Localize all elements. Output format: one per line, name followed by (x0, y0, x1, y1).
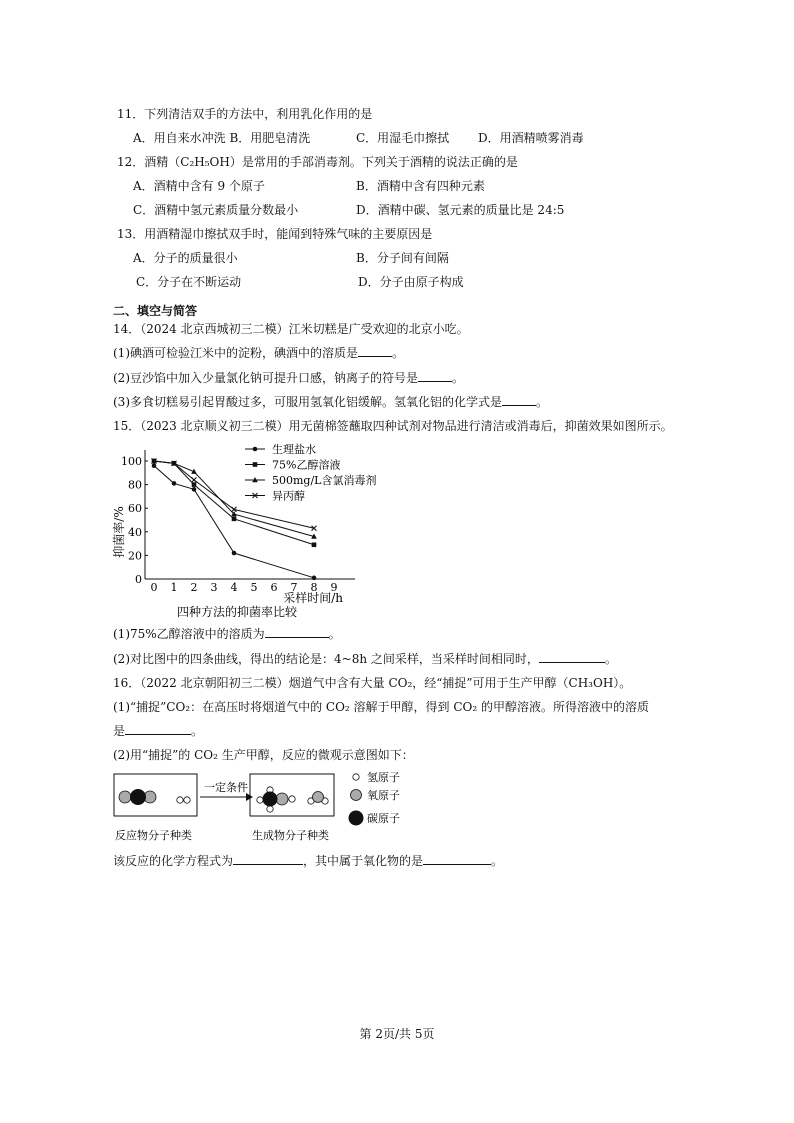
q12-stem: 12．酒精（C₂H₅OH）是常用的手部消毒剂。下列关于酒精的说法正确的是 (117, 155, 518, 169)
methanol-molecule (257, 787, 295, 812)
y-tick-label: 60 (128, 502, 142, 516)
legend-label: 异丙醇 (272, 489, 305, 503)
hydrogen-atom-icon (353, 774, 359, 780)
q12-option-c: C．酒精中氢元素质量分数最小 (133, 203, 299, 217)
q15-part2 (113, 651, 617, 667)
q14-part2-end: 。 (452, 371, 465, 385)
q14-part2 (113, 370, 464, 386)
point-marker (232, 517, 237, 522)
q12-option-a: A．酒精中含有 9 个原子 (133, 179, 265, 193)
x-tick-label: 5 (250, 581, 258, 594)
y-tick-label: 40 (128, 525, 142, 539)
answer-blank[interactable] (539, 651, 605, 663)
q16-part1: (1)“捕捉”CO₂：在高压时将烟道气中的 CO₂ 溶解于甲醇，得到 CO₂ 的甲醇溶液。所得溶液中的溶质 (113, 700, 650, 714)
answer-blank[interactable] (358, 345, 392, 357)
q15-part2-end: 。 (604, 652, 617, 666)
answer-blank[interactable] (423, 853, 491, 865)
y-tick-label: 80 (128, 478, 142, 492)
q16-part3 (113, 853, 503, 869)
q14-part1-end: 。 (392, 346, 405, 360)
x-tick-label: 3 (210, 581, 218, 594)
q11-stem: 11．下列清洁双手的方法中，利用乳化作用的是 (117, 107, 373, 121)
answer-blank[interactable] (233, 853, 303, 865)
point-marker (253, 462, 258, 467)
q16-stem: 16．（2022 北京朝阳初三二模）烟道气中含有大量 CO₂，经“捕捉”可用于生产甲醇（CH₃OH）。 (113, 676, 632, 690)
x-tick-label: 7 (290, 581, 298, 594)
q15-part1 (113, 626, 341, 642)
y-tick-label: 0 (135, 573, 142, 586)
q16-part1-end: 。 (191, 724, 204, 738)
chart-x-label: 采样时间/h (283, 591, 343, 605)
reaction-condition: 一定条件 (204, 781, 248, 794)
bacteriostasis-chart (105, 440, 395, 620)
oxygen-atom-icon (351, 790, 362, 801)
product-caption: 生成物分子种类 (252, 829, 329, 842)
q14-part1 (113, 345, 404, 361)
y-tick-label: 100 (121, 455, 142, 468)
point-marker (152, 463, 157, 468)
point-marker (172, 481, 177, 486)
q16-part3-mid: ，其中属于氧化物的是 (303, 854, 424, 868)
x-tick-label: 4 (230, 581, 238, 594)
x-tick-label: 9 (330, 581, 338, 594)
q14-part3-end: 。 (536, 395, 549, 409)
point-marker (192, 477, 197, 482)
q14-part3 (113, 394, 548, 410)
x-tick-label: 8 (310, 581, 318, 594)
q16-part3-end: 。 (491, 854, 504, 868)
q11-option-c: C．用湿毛巾擦拭 (356, 131, 450, 145)
q13-option-c: C．分子在不断运动 (136, 275, 242, 289)
point-marker (312, 576, 317, 581)
y-tick-label: 20 (128, 549, 142, 563)
reaction-diagram (110, 770, 430, 848)
chart-y-label: 抑菌率/% (112, 506, 126, 558)
q13-option-b: B．分子间有间隔 (356, 251, 449, 265)
point-marker (253, 447, 258, 452)
x-tick-label: 2 (190, 581, 198, 594)
q15-stem: 15．（2023 北京顺义初三二模）用无菌棉签蘸取四种试剂对物品进行清洁或消毒后，抑菌效果如图所示。 (113, 419, 673, 433)
point-marker (312, 542, 317, 547)
legend-hydrogen: 氢原子 (367, 771, 400, 784)
q16-part2: (2)用“捕捉”的 CO₂ 生产甲醇，反应的微观示意图如下： (113, 748, 414, 762)
h2-molecule (177, 797, 190, 803)
legend-label: 生理盐水 (272, 443, 316, 456)
q15-part2-text: (2)对比图中的四条曲线，得出的结论是：4~8h 之间采样，当采样时间相同时， (113, 652, 539, 666)
legend-label: 500mg/L含氯消毒剂 (272, 474, 377, 487)
answer-blank[interactable] (418, 370, 452, 382)
answer-blank[interactable] (125, 723, 191, 735)
page-footer: 第 2页/共 5页 (359, 1027, 435, 1041)
answer-blank[interactable] (265, 626, 329, 638)
legend-carbon: 碳原子 (367, 812, 400, 825)
legend-oxygen: 氧原子 (367, 789, 400, 802)
q16-part1-cont-text: 是 (113, 724, 126, 738)
q14-part2-text: (2)豆沙馅中加入少量氯化钠可提升口感，钠离子的符号是 (113, 371, 419, 385)
q14-stem: 14．（2024 北京西城初三二模）江米切糕是广受欢迎的北京小吃。 (113, 322, 469, 336)
q13-stem: 13．用酒精湿巾擦拭双手时，能闻到特殊气味的主要原因是 (117, 227, 433, 241)
answer-blank[interactable] (502, 394, 536, 406)
water-molecule (308, 792, 328, 805)
q16-part3-text: 该反应的化学方程式为 (113, 854, 234, 868)
point-marker (232, 551, 237, 556)
point-marker (192, 487, 197, 492)
q13-option-a: A．分子的质量很小 (133, 251, 238, 265)
chart-title: 四种方法的抑菌率比较 (176, 605, 298, 619)
x-tick-label: 0 (150, 581, 158, 594)
q14-part1-text: (1)碘酒可检验江米中的淀粉，碘酒中的溶质是 (113, 346, 358, 360)
q11-option-d: D．用酒精喷雾消毒 (478, 131, 584, 145)
q16-part1-cont (113, 723, 203, 739)
q14-part3-text: (3)多食切糕易引起胃酸过多，可服用氢氧化铝缓解。氢氧化铝的化学式是 (113, 395, 503, 409)
section-title: 二、填空与简答 (113, 304, 198, 318)
q15-part1-end: 。 (328, 627, 341, 641)
q13-option-d: D．分子由原子构成 (358, 275, 464, 289)
q12-option-b: B．酒精中含有四种元素 (356, 179, 485, 193)
carbon-atom-icon (349, 811, 364, 826)
reactant-caption: 反应物分子种类 (115, 829, 192, 842)
legend-label: 75%乙醇溶液 (272, 458, 341, 472)
point-marker (192, 482, 197, 487)
co2-molecule (119, 789, 156, 805)
q11-option-ab: A．用自来水冲洗 B．用肥皂清洗 (133, 131, 311, 145)
x-tick-label: 1 (170, 581, 178, 594)
x-tick-label: 6 (270, 581, 278, 594)
q12-option-d: D．酒精中碳、氢元素的质量比是 24:5 (356, 203, 565, 217)
q15-part1-text: (1)75%乙醇溶液中的溶质为 (113, 627, 265, 641)
